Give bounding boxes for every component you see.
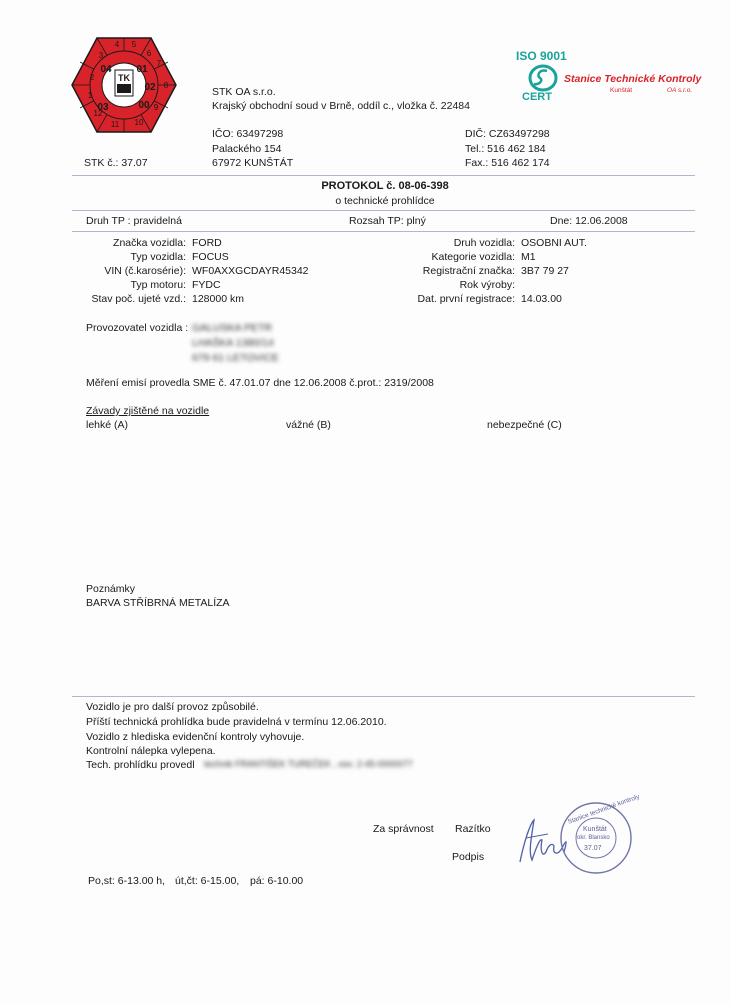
hours-fri: pá: 6-10.00: [250, 875, 304, 887]
conclusion-3: Vozidlo z hlediska evidenční kontroly vyhovuje.: [86, 731, 305, 743]
hours-mon-wed: Po,st: 6-13.00 h,: [88, 875, 166, 887]
iso-logo: [512, 49, 712, 107]
divider-title: [72, 210, 695, 211]
logo-num-10: 10: [134, 118, 144, 127]
company-tel: Tel.: 516 462 184: [465, 143, 546, 155]
emissions-line: Měření emisí provedla SME č. 47.01.07 dne 12.06.2008 č.prot.: 2319/2008: [86, 377, 434, 389]
divider-info: [72, 231, 695, 232]
vr-label: Kategorie vozidla:: [431, 251, 515, 263]
defects-dangerous: nebezpečné (C): [487, 419, 562, 431]
vr-value: 3B7 79 27: [521, 265, 569, 277]
logo-num-2: 2: [89, 73, 95, 82]
logo-num-5: 5: [131, 40, 137, 49]
iso-cq-icon: [526, 63, 560, 93]
conclusion-5: Tech. prohlídku provedl: [86, 759, 195, 771]
vr-value: OSOBNI AUT.: [521, 237, 587, 249]
operator-label: Provozovatel vozidla :: [86, 322, 189, 334]
defects-serious: vážné (B): [286, 419, 331, 431]
notes-text: BARVA STŘÍBRNÁ METALÍZA: [86, 597, 230, 609]
vl-value: WF0AXXGCDAYR45342: [192, 265, 309, 277]
company-fax: Fax.: 516 462 174: [465, 157, 550, 169]
rozsah-tp: Rozsah TP: plný: [349, 215, 426, 227]
logo-num-6: 6: [146, 49, 152, 58]
logo-center: TK: [118, 73, 130, 83]
stk-logo: [70, 36, 178, 134]
company-city: 67972 KUNŠTÁT: [212, 157, 294, 169]
stamp-text-district: okr. Blansko: [577, 835, 610, 841]
logo-num-3: 3: [98, 51, 104, 60]
notes-heading: Poznámky: [86, 583, 136, 595]
conclusion-1: Vozidlo je pro další provoz způsobilé.: [86, 701, 259, 713]
vr-value: 14.03.00: [521, 293, 562, 305]
stk-number: STK č.: 37.07: [84, 157, 148, 169]
vl-value: FYDC: [192, 279, 221, 291]
protocol-subtitle: o technické prohlídce: [335, 195, 435, 207]
stamp-text-city: Kunštát: [583, 826, 607, 833]
inspector-name: technik FRANTIŠEK TUREČEK , osv. 2-45-0000077: [204, 759, 413, 769]
logo-num-9: 9: [153, 103, 159, 112]
logo-num-7: 7: [156, 59, 162, 68]
iso-name: Stanice Technické Kontroly: [564, 73, 702, 85]
company-dic: DIČ: CZ63497298: [465, 128, 550, 140]
za-spravnost: Za správnost: [373, 823, 434, 835]
stamp-number: 37.07: [584, 845, 602, 852]
iso-company: OA s.r.o.: [667, 87, 693, 94]
iso-label: ISO 9001: [516, 49, 567, 63]
druh-tp: Druh TP : pravidelná: [86, 215, 182, 227]
company-ico: IČO: 63497298: [212, 128, 284, 140]
conclusion-4: Kontrolní nálepka vylepena.: [86, 745, 216, 757]
vr-label: Rok výroby:: [459, 279, 515, 291]
vl-value: FOCUS: [192, 251, 229, 263]
logo-year-00: 00: [138, 100, 150, 111]
vr-value: M1: [521, 251, 536, 263]
operator-name: GALUSKA PETR: [192, 322, 272, 334]
stk-hexagon-logo: [70, 36, 178, 134]
iso-city: Kunštát: [610, 87, 633, 94]
defects-heading: Závady zjištěné na vozidle: [86, 405, 210, 417]
divider-bottom: [72, 696, 695, 697]
conclusion-2: Příští technická prohlídka bude pravidelná v termínu 12.06.2010.: [86, 716, 387, 728]
vl-value: 128000 km: [192, 293, 244, 305]
vr-label: Registrační značka:: [422, 265, 515, 277]
vl-label: VIN (č.karosérie):: [104, 265, 186, 277]
operator-city: 679 61 LETOVICE: [192, 352, 279, 364]
podpis-label: Podpis: [452, 851, 485, 863]
divider-top: [72, 175, 695, 176]
hours-tue-thu: út,čt: 6-15.00,: [175, 875, 240, 887]
vl-label: Typ motoru:: [130, 279, 186, 291]
company-name: STK OA s.r.o.: [212, 86, 276, 98]
razitko-label: Razítko: [455, 823, 491, 835]
rubber-stamp: [558, 793, 641, 876]
defects-light: lehké (A): [86, 419, 129, 431]
vr-label: Dat. první registrace:: [417, 293, 515, 305]
vl-value: FORD: [192, 237, 222, 249]
protocol-title: PROTOKOL č. 08-06-398: [321, 180, 449, 192]
logo-year-04: 04: [100, 64, 112, 75]
company-street: Palackého 154: [212, 143, 282, 155]
logo-num-11: 11: [110, 120, 120, 129]
company-registry: Krajský obchodní soud v Brně, oddíl c., vložka č. 22484: [212, 100, 470, 112]
vr-label: Druh vozidla:: [453, 237, 515, 249]
stamp-text-top: Stanice technické kontroly: [567, 793, 641, 826]
logo-num-8: 8: [163, 81, 169, 90]
vl-label: Stav poč. ujeté vzd.:: [91, 293, 186, 305]
logo-num-4: 4: [114, 40, 120, 49]
logo-num-1: 1: [87, 91, 93, 100]
vl-label: Značka vozidla:: [113, 237, 186, 249]
logo-year-02: 02: [144, 82, 156, 93]
operator-street: LHAŠKA 1380/14: [192, 337, 274, 349]
iso-cert: CERT: [522, 91, 552, 103]
logo-num-12: 12: [93, 109, 103, 118]
logo-year-03: 03: [97, 102, 109, 113]
dne: Dne: 12.06.2008: [550, 215, 628, 227]
vl-label: Typ vozidla:: [130, 251, 186, 263]
logo-year-01: 01: [136, 64, 148, 75]
